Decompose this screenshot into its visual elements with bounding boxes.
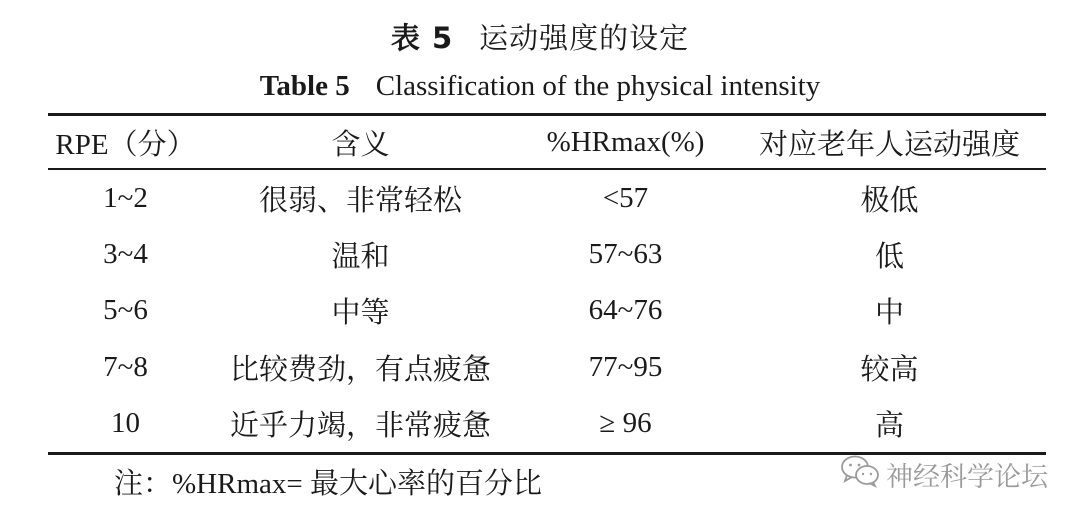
- cell-rpe: 1~2: [103, 181, 148, 214]
- table-header: [48, 116, 1046, 168]
- cell-hrmax: <57: [602, 181, 649, 214]
- cell-rpe: 10: [111, 407, 140, 440]
- cell-meaning: 温和: [331, 241, 390, 274]
- header-intensity: 对应老年人运动强度: [758, 128, 1020, 161]
- header-hrmax: %HRmax(%): [546, 125, 705, 158]
- cell-intensity: 极低: [860, 184, 919, 217]
- cell-hrmax: 64~76: [588, 294, 663, 327]
- table-body: [48, 170, 1046, 452]
- table-row: [48, 170, 1046, 226]
- cell-intensity: 中: [874, 297, 904, 330]
- table-footnote: 注：%HRmax= 最大心率的百分比: [114, 468, 542, 500]
- table-caption-cn: 运动强度的设定: [479, 21, 690, 55]
- cell-meaning: 很弱、非常轻松: [258, 184, 462, 217]
- watermark: [840, 452, 1048, 496]
- table-number-en: Table 5: [259, 70, 350, 102]
- cell-intensity: 较高: [860, 353, 919, 386]
- cell-meaning: 比较费劲，有点疲惫: [229, 353, 491, 386]
- table-row: [48, 339, 1046, 395]
- cell-meaning: 中等: [331, 297, 390, 330]
- cell-intensity: 低: [874, 241, 904, 274]
- cell-intensity: 高: [874, 410, 904, 443]
- cell-meaning: 近乎力竭，非常疲惫: [229, 410, 491, 443]
- table-row: [48, 283, 1046, 339]
- header-row: [48, 116, 1046, 168]
- cell-hrmax: 57~63: [588, 238, 663, 271]
- table-caption-en: Classification of the physical intensity: [375, 70, 821, 102]
- table-title-cn: [0, 18, 1080, 58]
- cell-rpe: 3~4: [103, 238, 148, 271]
- wechat-icon: [840, 454, 886, 495]
- watermark-text: 神经科学论坛: [886, 461, 1048, 493]
- cell-hrmax: 77~95: [588, 350, 663, 383]
- table-number-cn: 表 5: [390, 21, 454, 55]
- header-meaning: 含义: [331, 128, 390, 161]
- header-rpe: RPE（分）: [55, 128, 196, 161]
- cell-rpe: 5~6: [103, 294, 148, 327]
- table-title-en: [0, 66, 1080, 106]
- table-row: [48, 226, 1046, 282]
- cell-hrmax: ≥ 96: [599, 407, 652, 440]
- cell-rpe: 7~8: [103, 350, 148, 383]
- table-row: [48, 396, 1046, 452]
